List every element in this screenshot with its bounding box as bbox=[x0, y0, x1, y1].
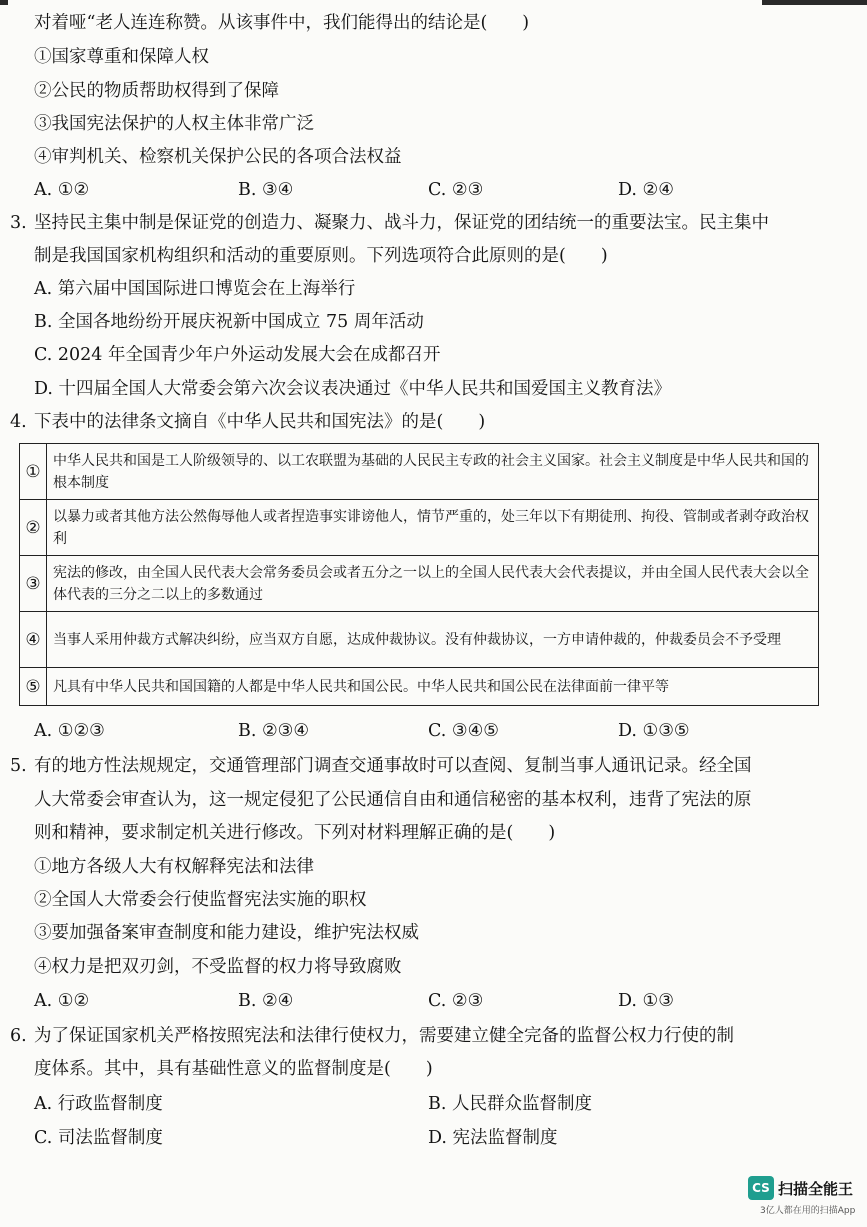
q4-option-c: C. ③④⑤ bbox=[428, 721, 499, 741]
intro-option-a: A. ①② bbox=[34, 180, 90, 200]
intro-option-b: B. ③④ bbox=[238, 180, 294, 200]
q4-number: 4. bbox=[10, 412, 27, 432]
table-row bbox=[20, 444, 819, 500]
q5-option-b: B. ②④ bbox=[238, 991, 294, 1011]
q4-option-b: B. ②③④ bbox=[238, 721, 310, 741]
q5-stem-line: 5. 有的地方性法规规定，交通管理部门调查交通事故时可以查阅、复制当事人通讯记录。经全国 bbox=[10, 756, 752, 776]
scanner-app-name: 扫描全能王 bbox=[778, 1179, 854, 1198]
q6-stem-line: 度体系。其中，具有基础性意义的监督制度是( ) bbox=[34, 1059, 433, 1079]
intro-statement: ③我国宪法保护的人权主体非常广泛 bbox=[34, 114, 314, 134]
intro-line: 对着哑“老人连连称赞。从该事件中，我们能得出的结论是( ) bbox=[34, 13, 530, 33]
row-number: ② bbox=[20, 500, 47, 556]
q3-number: 3. bbox=[10, 213, 27, 233]
q4-stem: 4. 下表中的法律条文摘自《中华人民共和国宪法》的是( ) bbox=[10, 412, 486, 432]
q5-option-a: A. ①② bbox=[34, 991, 90, 1011]
q5-number: 5. bbox=[10, 756, 27, 776]
row-text: 中华人民共和国是工人阶级领导的、以工农联盟为基础的人民民主专政的社会主义国家。社会主义制度是中华人民共和国的根本制度 bbox=[47, 444, 819, 500]
q3-option-b: B. 全国各地纷纷开展庆祝新中国成立 75 周年活动 bbox=[34, 312, 424, 332]
q4-option-d: D. ①③⑤ bbox=[618, 721, 690, 741]
table-row bbox=[20, 500, 819, 556]
row-number: ④ bbox=[20, 612, 47, 668]
scanner-logo-icon: CS bbox=[748, 1176, 774, 1200]
q4-option-a: A. ①②③ bbox=[34, 721, 105, 741]
q5-option-c: C. ②③ bbox=[428, 991, 484, 1011]
q6-option-d: D. 宪法监督制度 bbox=[428, 1128, 558, 1148]
q5-stem-line: 人大常委会审查认为，这一规定侵犯了公民通信自由和通信秘密的基本权利，违背了宪法的原 bbox=[34, 790, 752, 810]
q6-option-b: B. 人民群众监督制度 bbox=[428, 1094, 592, 1114]
scan-edge-mark bbox=[0, 0, 8, 5]
q5-statement: ④权力是把双刃剑，不受监督的权力将导致腐败 bbox=[34, 957, 402, 977]
q5-statement: ③要加强备案审查制度和能力建设，维护宪法权威 bbox=[34, 923, 419, 943]
scan-edge-mark bbox=[762, 0, 867, 5]
q5-statement: ①地方各级人大有权解释宪法和法律 bbox=[34, 857, 314, 877]
law-articles-table bbox=[19, 443, 819, 706]
row-number: ⑤ bbox=[20, 668, 47, 706]
q6-stem-line: 6. 为了保证国家机关严格按照宪法和法律行使权力，需要建立健全完备的监督公权力行使的制 bbox=[10, 1026, 734, 1046]
row-text: 以暴力或者其他方法公然侮辱他人或者捏造事实诽谤他人，情节严重的，处三年以下有期徒刑、拘役、管制或者剥夺政治权利 bbox=[47, 500, 819, 556]
scanner-tagline: 3亿人都在用的扫描App bbox=[760, 1206, 856, 1216]
row-text: 宪法的修改，由全国人民代表大会常务委员会或者五分之一以上的全国人民代表大会代表提议，并由全国人民代表大会以全体代表的三分之二以上的多数通过 bbox=[47, 556, 819, 612]
q5-stem-line: 则和精神，要求制定机关进行修改。下列对材料理解正确的是( ) bbox=[34, 823, 556, 843]
q3-stem-line: 3. 坚持民主集中制是保证党的创造力、凝聚力、战斗力，保证党的团结统一的重要法宝。民主集中 bbox=[10, 213, 769, 233]
row-text: 当事人采用仲裁方式解决纠纷，应当双方自愿，达成仲裁协议。没有仲裁协议，一方申请仲裁的，仲裁委员会不予受理 bbox=[47, 612, 819, 668]
q3-stem-line: 制是我国国家机构组织和活动的重要原则。下列选项符合此原则的是( ) bbox=[34, 246, 608, 266]
table-row bbox=[20, 612, 819, 668]
q3-option-c: C. 2024 年全国青少年户外运动发展大会在成都召开 bbox=[34, 345, 441, 365]
table-row bbox=[20, 668, 819, 706]
intro-statement: ②公民的物质帮助权得到了保障 bbox=[34, 81, 279, 101]
table-row bbox=[20, 556, 819, 612]
row-number: ③ bbox=[20, 556, 47, 612]
intro-statement: ④审判机关、检察机关保护公民的各项合法权益 bbox=[34, 147, 402, 167]
q3-option-d: D. 十四届全国人大常委会第六次会议表决通过《中华人民共和国爱国主义教育法》 bbox=[34, 379, 672, 399]
q6-option-c: C. 司法监督制度 bbox=[34, 1128, 163, 1148]
intro-option-d: D. ②④ bbox=[618, 180, 674, 200]
q6-number: 6. bbox=[10, 1026, 27, 1046]
scanner-watermark bbox=[748, 1176, 853, 1200]
q3-option-a: A. 第六届中国国际进口博览会在上海举行 bbox=[34, 279, 356, 299]
q6-option-a: A. 行政监督制度 bbox=[34, 1094, 163, 1114]
q5-statement: ②全国人大常委会行使监督宪法实施的职权 bbox=[34, 890, 367, 910]
row-text: 凡具有中华人民共和国国籍的人都是中华人民共和国公民。中华人民共和国公民在法律面前一律平等 bbox=[47, 668, 819, 706]
intro-statement: ①国家尊重和保障人权 bbox=[34, 47, 209, 67]
q5-option-d: D. ①③ bbox=[618, 991, 674, 1011]
intro-option-c: C. ②③ bbox=[428, 180, 484, 200]
row-number: ① bbox=[20, 444, 47, 500]
